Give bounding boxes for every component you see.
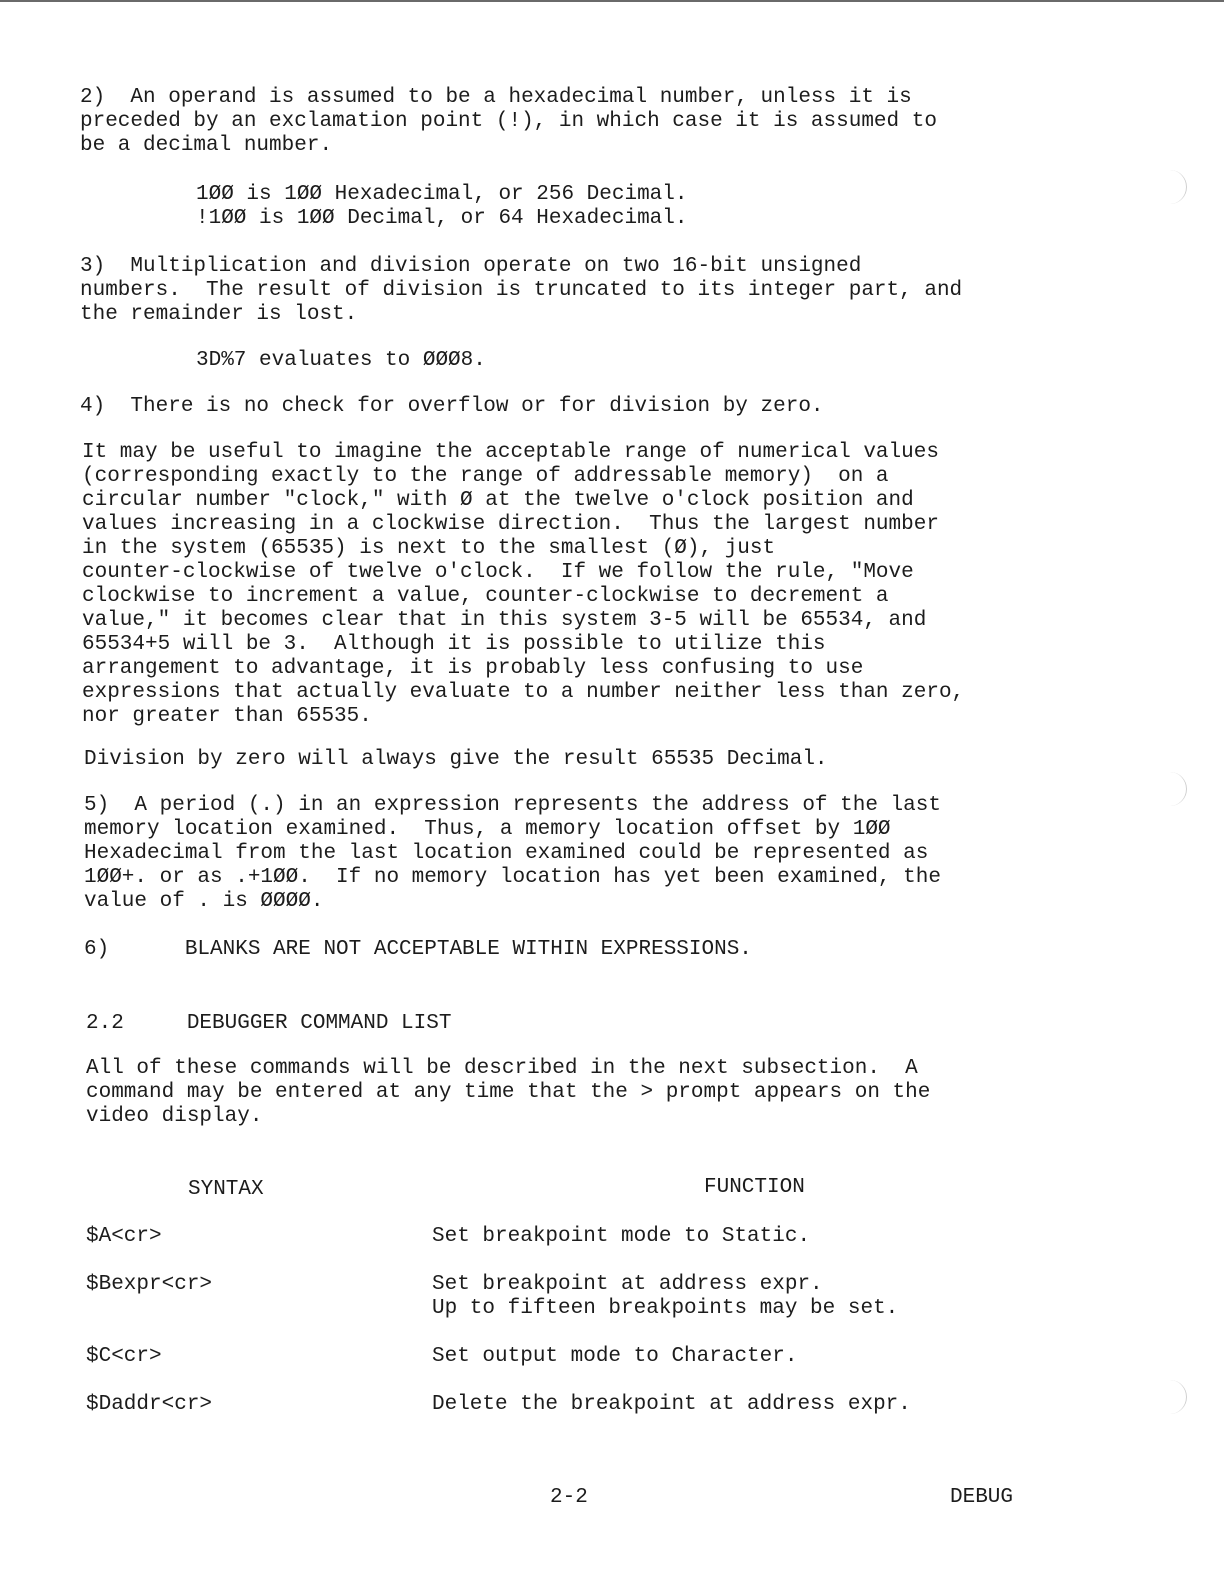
table-row xyxy=(86,1273,899,1345)
manual-name: DEBUG xyxy=(950,1486,1014,1509)
table-row xyxy=(86,1393,911,1465)
paragraph-multiplication-division: 3) Multiplication and division operate on two 16-bit unsigned numbers. The result of division is truncated to its integer part, and the remainder is lost. xyxy=(80,255,963,326)
page-top-edge xyxy=(0,0,1224,2)
command-function: Delete the breakpoint at address expr. xyxy=(432,1393,911,1416)
page-number: 2-2 xyxy=(550,1486,588,1509)
command-syntax: $Daddr<cr> xyxy=(86,1393,213,1416)
table-header-function: FUNCTION xyxy=(704,1176,805,1199)
example-hex-decimal: 1ØØ is 1ØØ Hexadecimal, or 256 Decimal. !1ØØ is 1ØØ Decimal, or 64 Hexadecimal. xyxy=(196,183,688,230)
command-syntax: $A<cr> xyxy=(86,1225,162,1248)
paragraph-no-overflow-check: 4) There is no check for overflow or for division by zero. xyxy=(80,395,824,418)
table-header-syntax: SYNTAX xyxy=(188,1178,264,1201)
binder-hole-mark xyxy=(1168,1380,1187,1414)
paragraph-period-address: 5) A period (.) in an expression represents the address of the last memory location examined. Thus, a memory location offset by 1ØØ Hexadecimal from the last location examined could be represented as 1ØØ+. or as .+1ØØ. If no memory location has yet been examined, the value of . is ØØØØ. xyxy=(84,794,941,913)
paragraph-blanks: 6) BLANKS ARE NOT ACCEPTABLE WITHIN EXPRESSIONS. xyxy=(84,938,752,961)
paragraph-command-intro: All of these commands will be described in the next subsection. A command may be entered at any time that the > prompt appears on the video display. xyxy=(86,1057,931,1128)
command-function: Set breakpoint at address expr. Up to fifteen breakpoints may be set. xyxy=(432,1273,899,1320)
paragraph-division-by-zero: Division by zero will always give the result 65535 Decimal. xyxy=(84,748,828,771)
binder-hole-mark xyxy=(1168,772,1187,806)
command-function: Set breakpoint mode to Static. xyxy=(432,1225,811,1248)
example-division: 3D%7 evaluates to ØØØ8. xyxy=(196,349,486,372)
binder-hole-mark xyxy=(1168,170,1187,204)
paragraph-operand-hex: 2) An operand is assumed to be a hexadecimal number, unless it is preceded by an exclamation point (!), in which case it is assumed to be a decimal number. xyxy=(80,86,937,157)
command-syntax: $C<cr> xyxy=(86,1345,162,1368)
command-function: Set output mode to Character. xyxy=(432,1345,798,1368)
command-syntax: $Bexpr<cr> xyxy=(86,1273,213,1296)
section-heading: 2.2 DEBUGGER COMMAND LIST xyxy=(86,1012,452,1035)
paragraph-number-clock: It may be useful to imagine the acceptable range of numerical values (corresponding exactly to the range of addressable memory) on a circular number "clock," with Ø at the twelve o'clock position and values increasing in a clockwise direction. Thus the largest number in the system (65535) is next to the smallest (Ø), just counter-clockwise of twelve o'clock. If we follow the rule, "Move clockwise to increment a value, counter-clockwise to decrement a value," it becomes clear that in this system 3-5 will be 65534, and 65534+5 will be 3. Although it is possible to utilize this arrangement to advantage, it is probably less confusing to use expressions that actually evaluate to a number neither less than zero, nor greater than 65535. xyxy=(82,441,965,728)
